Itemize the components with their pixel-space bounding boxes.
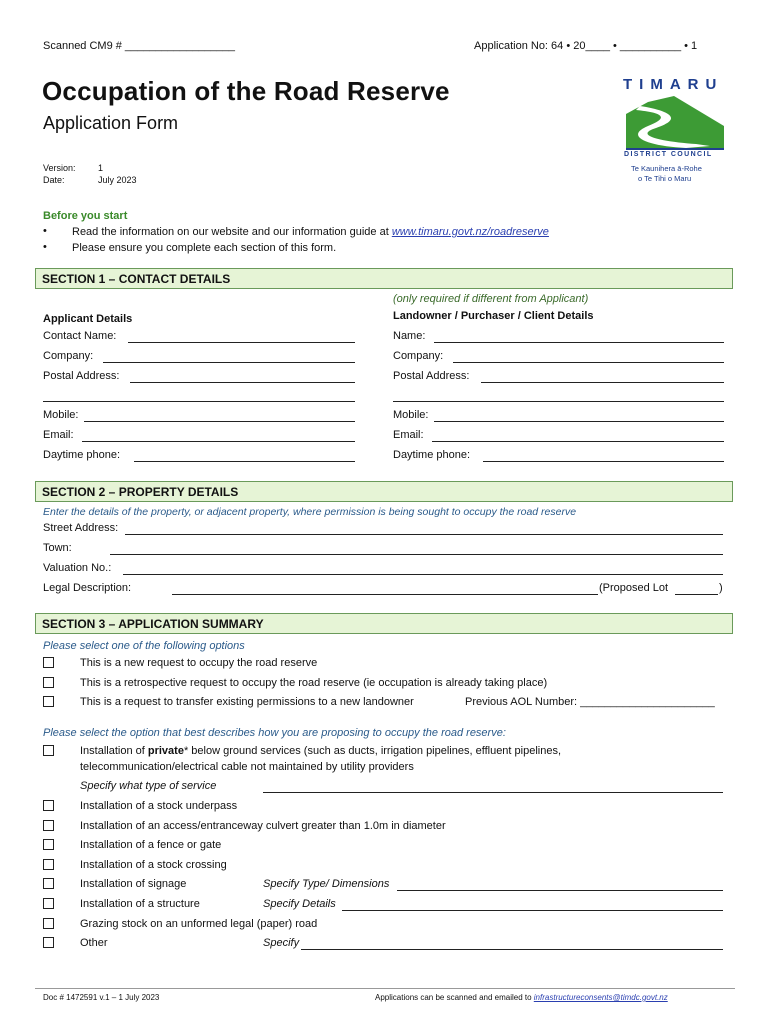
logo-hill-shape (626, 96, 724, 148)
structure-label: Installation of a structure (80, 898, 200, 910)
culvert-label: Installation of an access/entranceway culvert greater than 1.0m in diameter (80, 820, 446, 832)
landowner-company-input[interactable] (453, 362, 724, 363)
logo-graphic-icon (626, 96, 724, 148)
bullet-dot: • (43, 225, 47, 237)
logo-council: DISTRICT COUNCIL (624, 151, 713, 158)
scanned-cm9-label: Scanned CM9 # __________________ (43, 40, 236, 52)
legal-description-input[interactable] (172, 594, 598, 595)
property-instruction: Enter the details of the property, or adjacent property, where permission is being sought to occupy the road reserve (43, 506, 577, 518)
landowner-mobile-label: Mobile: (393, 409, 429, 421)
option-new-request-checkbox[interactable] (43, 657, 54, 668)
street-address-input[interactable] (125, 534, 723, 535)
fence-gate-checkbox[interactable] (43, 839, 54, 850)
bullet1-text: Read the information on our website and our information guide at (72, 226, 392, 238)
applicant-company-input[interactable] (103, 362, 355, 363)
applicant-contact-name-input[interactable] (128, 342, 355, 343)
proposed-lot-close: ) (719, 582, 723, 594)
private-pre: Installation of (80, 745, 148, 757)
section-1-title: SECTION 1 – CONTACT DETAILS (42, 272, 231, 286)
proposed-lot-label: (Proposed Lot (599, 582, 669, 594)
application-no-label: Application No: 64 • 20____ • __________ • 1 (474, 40, 698, 52)
stock-crossing-label: Installation of a stock crossing (80, 859, 227, 871)
specify-other-label: Specify (263, 937, 300, 949)
landowner-company-label: Company: (393, 350, 444, 362)
landowner-name-input[interactable] (434, 342, 724, 343)
before-bullet-2: Please ensure you complete each section of this form. (72, 242, 337, 254)
specify-type-label: Specify Type/ Dimensions (263, 878, 390, 890)
before-bullet-1 (72, 226, 549, 238)
footer-doc: Doc # 1472591 v.1 – 1 July 2023 (43, 993, 160, 1002)
specify-other-input[interactable] (301, 949, 723, 950)
option-retrospective-label: This is a retrospective request to occupy the road reserve (ie occupation is already taking place) (80, 677, 548, 689)
landowner-email-input[interactable] (432, 441, 724, 442)
specify-service-label: Specify what type of service (80, 780, 217, 792)
bullet-dot: • (43, 241, 47, 253)
applicant-phone-input[interactable] (134, 461, 355, 462)
specify-details-input[interactable] (342, 910, 723, 911)
specify-service-input[interactable] (263, 792, 723, 793)
option-new-request-label: This is a new request to occupy the road reserve (80, 657, 318, 669)
select-one-instruction: Please select one of the following options (43, 640, 245, 652)
landowner-postal-input[interactable] (481, 382, 724, 383)
before-heading: Before you start (43, 210, 128, 222)
landowner-heading: Landowner / Purchaser / Client Details (393, 310, 594, 322)
landowner-note: (only required if different from Applicant) (393, 293, 589, 305)
roadreserve-link[interactable]: www.timaru.govt.nz/roadreserve (391, 226, 549, 238)
proposed-lot-input[interactable] (675, 594, 718, 595)
landowner-postal-input-line2[interactable] (393, 401, 724, 402)
previous-aol-label: Previous AOL Number: ______________________ (465, 696, 715, 708)
section-3-header (35, 613, 733, 634)
option-transfer-label: This is a request to transfer existing permissions to a new landowner (80, 696, 414, 708)
landowner-mobile-input[interactable] (434, 421, 724, 422)
section-2-title: SECTION 2 – PROPERTY DETAILS (42, 485, 239, 499)
stock-underpass-label: Installation of a stock underpass (80, 800, 238, 812)
section-3-title: SECTION 3 – APPLICATION SUMMARY (42, 617, 264, 631)
landowner-email-label: Email: (393, 429, 424, 441)
section-2-header (35, 481, 733, 502)
version-value: 1 (98, 163, 104, 173)
page-subtitle: Application Form (43, 113, 179, 133)
landowner-name-label: Name: (393, 330, 426, 342)
logo-rule (626, 148, 724, 150)
stock-crossing-checkbox[interactable] (43, 859, 54, 870)
street-address-label: Street Address: (43, 522, 119, 534)
private-bold: private (147, 745, 184, 757)
structure-checkbox[interactable] (43, 898, 54, 909)
applicant-postal-input[interactable] (130, 382, 355, 383)
specify-details-label: Specify Details (263, 898, 336, 910)
private-services-checkbox[interactable] (43, 745, 54, 756)
landowner-phone-label: Daytime phone: (393, 449, 471, 461)
private-post: * below ground services (such as ducts, irrigation pipelines, effluent pipelines, (183, 745, 562, 757)
footer-apps-text: Applications can be scanned and emailed to (375, 993, 534, 1002)
applicant-postal-label: Postal Address: (43, 370, 120, 382)
select-best-instruction: Please select the option that best describes how you are proposing to occupy the road reserve: (43, 727, 506, 739)
private-services-label-line2: telecommunication/electrical cable not maintained by utility providers (80, 761, 414, 773)
landowner-phone-input[interactable] (483, 461, 724, 462)
footer-email-link[interactable]: infrastructureconsents@timdc.govt.nz (533, 993, 668, 1002)
applicant-company-label: Company: (43, 350, 94, 362)
applicant-email-label: Email: (43, 429, 74, 441)
culvert-checkbox[interactable] (43, 820, 54, 831)
logo-maori-line2: o Te Tihi o Maru (638, 174, 692, 183)
other-checkbox[interactable] (43, 937, 54, 948)
timaru-logo (620, 76, 730, 201)
private-services-label (80, 745, 561, 757)
town-input[interactable] (110, 554, 723, 555)
applicant-phone-label: Daytime phone: (43, 449, 121, 461)
valuation-label: Valuation No.: (43, 562, 112, 574)
valuation-input[interactable] (123, 574, 723, 575)
fence-gate-label: Installation of a fence or gate (80, 839, 222, 851)
applicant-email-input[interactable] (82, 441, 355, 442)
logo-maori-line1: Te Kaunihera ā-Rohe (631, 164, 702, 173)
town-label: Town: (43, 542, 72, 554)
other-label: Other (80, 937, 108, 949)
applicant-heading: Applicant Details (43, 313, 133, 325)
stock-underpass-checkbox[interactable] (43, 800, 54, 811)
specify-type-input[interactable] (397, 890, 723, 891)
legal-description-label: Legal Description: (43, 582, 132, 594)
applicant-mobile-label: Mobile: (43, 409, 79, 421)
section-1-header (35, 268, 733, 289)
option-retrospective-checkbox[interactable] (43, 677, 54, 688)
date-value: July 2023 (98, 175, 137, 185)
signage-checkbox[interactable] (43, 878, 54, 889)
applicant-mobile-input[interactable] (84, 421, 355, 422)
applicant-contact-name-label: Contact Name: (43, 330, 117, 342)
footer-apps (375, 993, 668, 1002)
date-label: Date: (43, 175, 65, 185)
grazing-label: Grazing stock on an unformed legal (paper) road (80, 918, 318, 930)
logo-wordmark: TIMARU (623, 76, 724, 93)
signage-label: Installation of signage (80, 878, 187, 890)
landowner-postal-label: Postal Address: (393, 370, 470, 382)
option-transfer-checkbox[interactable] (43, 696, 54, 707)
footer-rule (35, 988, 735, 989)
page-title: Occupation of the Road Reserve (42, 76, 450, 106)
grazing-checkbox[interactable] (43, 918, 54, 929)
version-label: Version: (43, 163, 76, 173)
applicant-postal-input-line2[interactable] (43, 401, 355, 402)
